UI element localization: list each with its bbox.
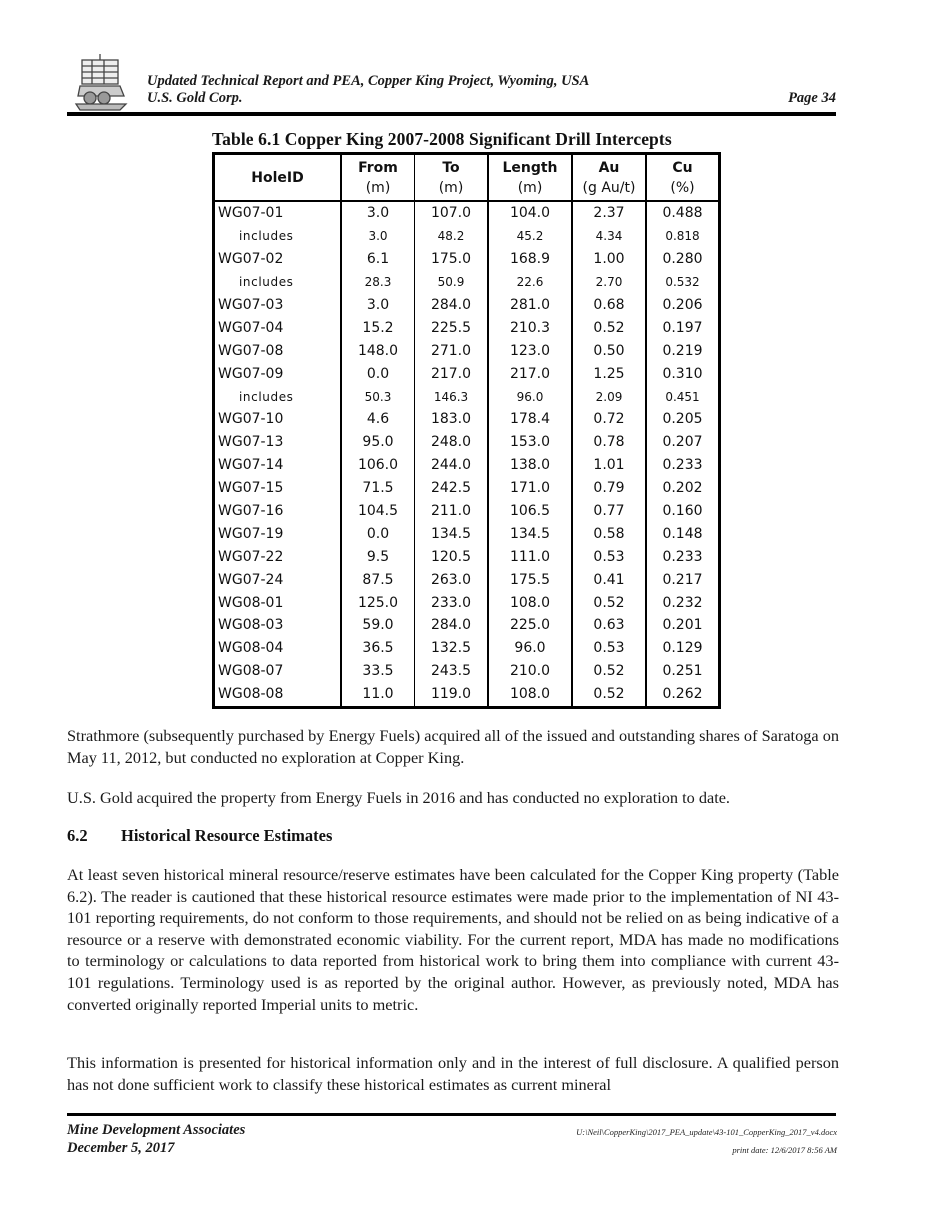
cell-from: 95.0	[341, 431, 415, 454]
cell-holeid: WG08-03	[214, 614, 342, 637]
column-header-unit: (g Au/t)	[582, 179, 636, 196]
cell-cu: 0.233	[662, 457, 703, 474]
cell-from: 71.5	[341, 477, 415, 500]
cell-holeid: WG08-07	[214, 660, 342, 683]
table-row	[214, 294, 720, 317]
cell-length: 96.0	[488, 637, 572, 660]
cell-to: 183.0	[415, 408, 489, 431]
footer-left	[67, 1121, 245, 1157]
table-caption: Table 6.1 Copper King 2007-2008 Significant Drill Intercepts	[212, 129, 672, 149]
cell-to: 175.0	[415, 248, 489, 271]
cell-to: 233.0	[415, 591, 489, 614]
cell-holeid: WG08-04	[214, 637, 342, 660]
cell-au: 0.72	[572, 408, 646, 431]
cell-cu: 0.310	[662, 365, 703, 382]
cell-holeid: WG07-24	[214, 568, 342, 591]
cell-to: 248.0	[415, 431, 489, 454]
cell-cu: 0.532	[665, 275, 700, 290]
cell-from: 3.0	[341, 201, 415, 225]
cell-holeid: WG07-15	[214, 477, 342, 500]
cell-au: 1.01	[572, 454, 646, 477]
section-heading	[67, 826, 332, 846]
cell-holeid: WG07-14	[214, 454, 342, 477]
cell-au: 0.52	[572, 683, 646, 707]
cell-from: 36.5	[341, 637, 415, 660]
cell-cu: 0.251	[662, 663, 703, 680]
document-header	[147, 73, 589, 107]
column-header-label: From	[358, 159, 398, 176]
paragraph-us-gold: U.S. Gold acquired the property from Energy Fuels in 2016 and has conducted no exploration to date.	[67, 788, 731, 807]
cell-length: 123.0	[488, 339, 572, 362]
table-row	[214, 339, 720, 362]
section-title: Historical Resource Estimates	[121, 826, 333, 845]
cell-cu: 0.451	[665, 389, 700, 404]
table-row	[214, 500, 720, 523]
cell-au: 0.50	[572, 339, 646, 362]
cell-au: 0.77	[572, 500, 646, 523]
cell-holeid: includes	[214, 385, 342, 408]
table-row	[214, 316, 720, 339]
cell-to: 132.5	[415, 637, 489, 660]
cell-to: 217.0	[415, 362, 489, 385]
cell-holeid: WG07-22	[214, 545, 342, 568]
cell-to: 50.9	[415, 271, 489, 294]
cell-length: 210.3	[488, 316, 572, 339]
section-number: 6.2	[67, 826, 88, 845]
cell-au: 0.58	[572, 522, 646, 545]
cell-holeid: WG08-01	[214, 591, 342, 614]
table-row	[214, 408, 720, 431]
table-row	[214, 614, 720, 637]
company-name: U.S. Gold Corp.	[147, 90, 243, 106]
cell-to: 263.0	[415, 568, 489, 591]
cell-to: 244.0	[415, 454, 489, 477]
column-header-label: Au	[598, 159, 620, 176]
cell-length: 134.5	[488, 522, 572, 545]
page-number: Page 34	[788, 90, 836, 106]
cell-from: 0.0	[341, 362, 415, 385]
cell-to: 48.2	[415, 225, 489, 248]
cell-holeid: WG07-16	[214, 500, 342, 523]
cell-au: 1.25	[572, 362, 646, 385]
cell-cu: 0.206	[662, 297, 703, 313]
cell-cu: 0.129	[662, 640, 703, 657]
column-header-holeid	[214, 154, 342, 202]
cell-from: 125.0	[341, 591, 415, 614]
cell-au: 2.70	[572, 271, 646, 294]
cell-holeid: WG08-08	[214, 683, 342, 707]
table-row-includes	[214, 271, 720, 294]
table-row	[214, 660, 720, 683]
cell-length: 111.0	[488, 545, 572, 568]
cell-au: 1.00	[572, 248, 646, 271]
cell-from: 3.0	[341, 225, 415, 248]
cell-cu: 0.201	[662, 617, 703, 634]
table-body	[214, 201, 720, 707]
cell-cu: 0.262	[662, 686, 703, 703]
cell-length: 153.0	[488, 431, 572, 454]
cell-to: 284.0	[415, 294, 489, 317]
cell-from: 11.0	[341, 683, 415, 707]
cell-to: 107.0	[415, 201, 489, 225]
cell-length: 22.6	[488, 271, 572, 294]
cell-length: 225.0	[488, 614, 572, 637]
column-header-au	[572, 154, 646, 202]
cell-to: 225.5	[415, 316, 489, 339]
cell-from: 3.0	[341, 294, 415, 317]
cell-length: 210.0	[488, 660, 572, 683]
cell-to: 120.5	[415, 545, 489, 568]
cell-from: 106.0	[341, 454, 415, 477]
mining-equipment-logo-icon	[70, 52, 132, 114]
table-row	[214, 201, 720, 225]
header-divider	[67, 112, 836, 116]
cell-length: 45.2	[488, 225, 572, 248]
column-header-unit: (m)	[365, 179, 391, 196]
cell-holeid: WG07-10	[214, 408, 342, 431]
cell-from: 0.0	[341, 522, 415, 545]
column-header-from	[341, 154, 415, 202]
cell-cu: 0.205	[662, 411, 703, 428]
paragraph-disclosure: This information is presented for historical information only and in the interest of full disclosure. A qualified person has not done sufficient work to classify these historical estimates as current mineral	[67, 1053, 839, 1094]
footer-divider	[67, 1113, 836, 1116]
cell-length: 171.0	[488, 477, 572, 500]
cell-to: 211.0	[415, 500, 489, 523]
cell-au: 0.52	[572, 316, 646, 339]
cell-au: 0.53	[572, 545, 646, 568]
column-header-label: Length	[502, 159, 558, 176]
report-title: Updated Technical Report and PEA, Copper King Project, Wyoming, USA	[147, 73, 590, 89]
cell-length: 281.0	[488, 294, 572, 317]
cell-to: 271.0	[415, 339, 489, 362]
column-header-to	[415, 154, 489, 202]
table-row	[214, 591, 720, 614]
cell-length: 168.9	[488, 248, 572, 271]
cell-length: 217.0	[488, 362, 572, 385]
column-header-unit: (%)	[670, 179, 695, 196]
cell-cu: 0.232	[662, 594, 703, 611]
cell-cu: 0.217	[662, 571, 703, 588]
column-header-label: To	[442, 159, 460, 176]
cell-to: 134.5	[415, 522, 489, 545]
cell-to: 284.0	[415, 614, 489, 637]
table-row-includes	[214, 225, 720, 248]
cell-cu: 0.219	[662, 342, 703, 359]
cell-length: 108.0	[488, 591, 572, 614]
cell-holeid: WG07-04	[214, 316, 342, 339]
table-row	[214, 545, 720, 568]
cell-cu: 0.207	[662, 434, 703, 451]
cell-cu: 0.233	[662, 548, 703, 565]
cell-from: 50.3	[341, 385, 415, 408]
table-row	[214, 683, 720, 707]
paragraph-strathmore: Strathmore (subsequently purchased by Energy Fuels) acquired all of the issued and outstanding shares of Saratoga on May 11, 2012, but conducted no exploration at Copper King.	[67, 726, 839, 767]
cell-from: 104.5	[341, 500, 415, 523]
column-header-unit: (m)	[438, 179, 464, 196]
cell-length: 178.4	[488, 408, 572, 431]
footer-file-path: U:\Neil\CopperKing\2017_PEA_update\43-101_CopperKing_2017_v4.docx	[576, 1127, 837, 1137]
cell-cu: 0.148	[662, 525, 703, 542]
cell-au: 0.41	[572, 568, 646, 591]
footer-print-date: print date: 12/6/2017 8:56 AM	[732, 1145, 837, 1155]
cell-from: 33.5	[341, 660, 415, 683]
cell-length: 104.0	[488, 201, 572, 225]
cell-au: 0.68	[572, 294, 646, 317]
cell-cu: 0.280	[662, 251, 703, 268]
cell-cu: 0.160	[662, 503, 703, 520]
cell-au: 0.53	[572, 637, 646, 660]
cell-from: 6.1	[341, 248, 415, 271]
cell-holeid: includes	[214, 225, 342, 248]
footer-date: December 5, 2017	[67, 1140, 175, 1156]
column-header-length	[488, 154, 572, 202]
drill-intercepts-table	[212, 152, 721, 709]
cell-cu: 0.202	[662, 480, 703, 497]
cell-holeid: WG07-03	[214, 294, 342, 317]
cell-holeid: WG07-02	[214, 248, 342, 271]
table-row	[214, 362, 720, 385]
cell-from: 15.2	[341, 316, 415, 339]
cell-au: 2.09	[572, 385, 646, 408]
cell-holeid: WG07-01	[214, 201, 342, 225]
column-header-label: HoleID	[251, 169, 304, 186]
cell-length: 138.0	[488, 454, 572, 477]
cell-cu: 0.197	[662, 319, 703, 336]
cell-au: 0.52	[572, 591, 646, 614]
cell-to: 119.0	[415, 683, 489, 707]
cell-au: 0.52	[572, 660, 646, 683]
cell-to: 243.5	[415, 660, 489, 683]
footer-right	[576, 1123, 837, 1159]
table-row	[214, 248, 720, 271]
table-header-row	[214, 154, 720, 202]
cell-holeid: includes	[214, 271, 342, 294]
cell-holeid: WG07-08	[214, 339, 342, 362]
cell-length: 108.0	[488, 683, 572, 707]
cell-from: 28.3	[341, 271, 415, 294]
cell-au: 0.63	[572, 614, 646, 637]
cell-from: 4.6	[341, 408, 415, 431]
cell-au: 0.78	[572, 431, 646, 454]
cell-au: 4.34	[572, 225, 646, 248]
table-row	[214, 477, 720, 500]
cell-to: 242.5	[415, 477, 489, 500]
cell-from: 59.0	[341, 614, 415, 637]
table-row	[214, 431, 720, 454]
cell-holeid: WG07-13	[214, 431, 342, 454]
cell-holeid: WG07-19	[214, 522, 342, 545]
cell-holeid: WG07-09	[214, 362, 342, 385]
cell-cu: 0.488	[662, 205, 703, 222]
paragraph-historical-estimates: At least seven historical mineral resource/reserve estimates have been calculated for the Copper King property (Table 6.2). The reader is cautioned that these historical resource estimates were made prior to the implementation of NI 43-101 reporting requirements, do not conform to those requirements, and should not be relied on as being indicative of a resource or a reserve with demonstrated economic viability. For the current report, MDA has made no modifications to terminology or calculations to data reported from historical work to bring them into compliance with current 43-101 regulations. Terminology used is as reported by the original author. However, as previously noted, MDA has converted originally reported Imperial units to metric.	[67, 865, 839, 1014]
table-row	[214, 568, 720, 591]
cell-to: 146.3	[415, 385, 489, 408]
cell-from: 148.0	[341, 339, 415, 362]
table-row	[214, 637, 720, 660]
column-header-unit: (m)	[517, 179, 543, 196]
table-row	[214, 454, 720, 477]
cell-length: 96.0	[488, 385, 572, 408]
footer-company: Mine Development Associates	[67, 1122, 246, 1138]
cell-length: 106.5	[488, 500, 572, 523]
column-header-cu	[646, 154, 720, 202]
cell-au: 2.37	[572, 201, 646, 225]
table-row	[214, 522, 720, 545]
cell-cu: 0.818	[665, 229, 700, 244]
column-header-label: Cu	[672, 159, 693, 176]
cell-from: 9.5	[341, 545, 415, 568]
cell-length: 175.5	[488, 568, 572, 591]
cell-au: 0.79	[572, 477, 646, 500]
cell-from: 87.5	[341, 568, 415, 591]
table-row-includes	[214, 385, 720, 408]
